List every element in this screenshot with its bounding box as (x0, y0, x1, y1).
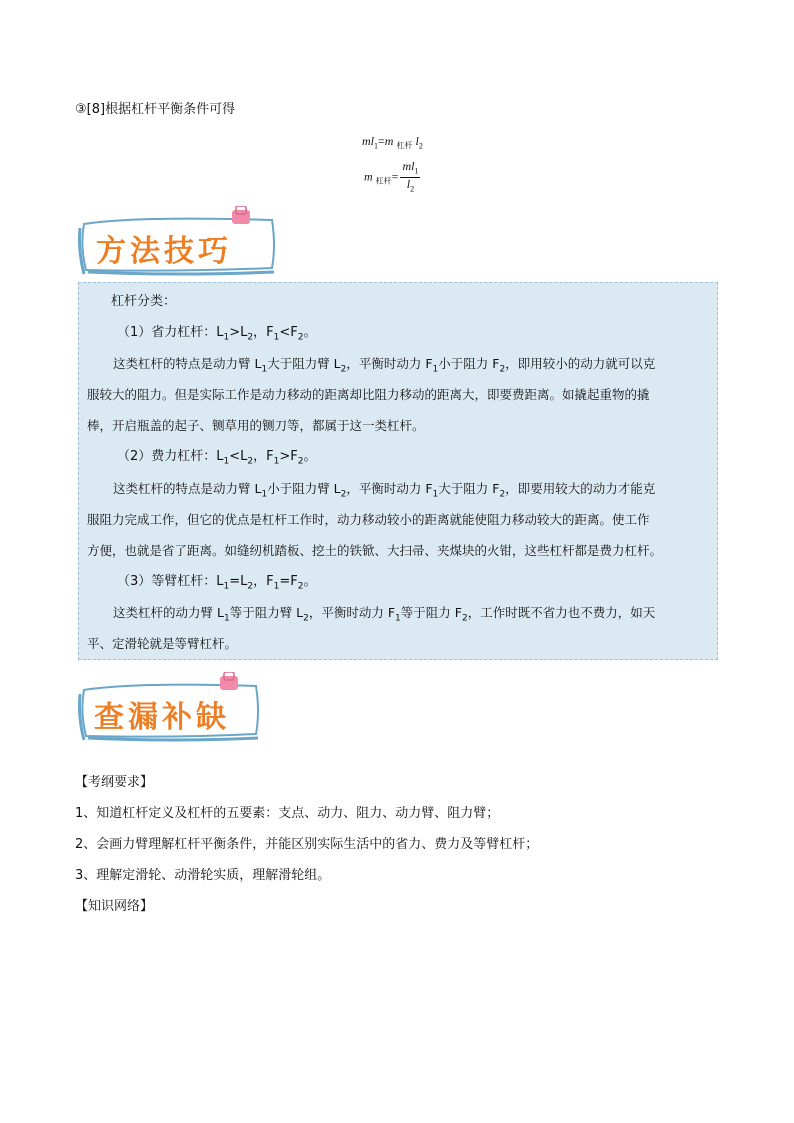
requirement-item: 2、会画力臂理解杠杆平衡条件，并能区别实际生活中的省力、费力及等臂杠杆； (75, 837, 539, 852)
subscript: 2 (297, 332, 304, 343)
formula-var: l (370, 134, 375, 148)
subscript: 1 (395, 613, 401, 624)
step-line: ③[8]根据杠杆平衡条件可得 (75, 102, 236, 117)
text-run: 。 (303, 574, 317, 589)
text-run: ，F (253, 449, 274, 464)
method-box (78, 282, 718, 660)
subscript: 2 (499, 364, 506, 375)
subscript: 2 (297, 456, 304, 467)
text-run: 大于阻力 F (438, 481, 500, 496)
subscript: 1 (432, 489, 439, 500)
text-run: <F (279, 325, 298, 340)
para1-line1 (113, 355, 655, 379)
formula-var: m (384, 134, 394, 148)
subscript: 2 (340, 364, 347, 375)
text-run: 。 (303, 449, 317, 464)
text-run: ，F (253, 325, 274, 340)
network-heading: 【知识网络】 (75, 899, 154, 914)
banner-method-title: 方法技巧 (96, 234, 232, 269)
text-run: ，工作时既不省力也不费力，如天 (467, 605, 656, 620)
text-run: 等于阻力臂 L (229, 605, 304, 620)
text-run: 小于阻力臂 L (267, 481, 341, 496)
formula-eq: = (391, 169, 399, 184)
formula-mass (364, 160, 420, 196)
formula-var: m (362, 134, 371, 148)
subscript: 1 (223, 613, 230, 624)
text-run: ，即要用较大的动力才能克 (505, 481, 656, 496)
subscript: 2 (340, 489, 347, 500)
method-heading: 杠杆分类： (111, 294, 177, 309)
text-run: （1）省力杠杆：L (117, 325, 224, 340)
item2-line (117, 448, 316, 471)
para2-line1 (113, 480, 655, 504)
formula-var: l (406, 177, 411, 192)
item1-line (117, 324, 316, 347)
text-run: 等于阻力 F (400, 605, 462, 620)
formula-var: l (415, 134, 419, 148)
text-run: 这类杠杆的特点是动力臂 L (113, 481, 262, 496)
formula-var: m (364, 169, 373, 184)
text-run: 这类杠杆的特点是动力臂 L (113, 356, 262, 371)
text-run: 小于阻力 F (438, 356, 500, 371)
subscript: 1 (261, 489, 268, 500)
formula-sub: 2 (418, 141, 423, 151)
subscript: 2 (303, 613, 309, 624)
text-run: ，平衡时动力 F (346, 481, 433, 496)
text-run: （3）等臂杠杆：L (117, 574, 224, 589)
para3-line2: 平、定滑轮就是等臂杠杆。 (87, 636, 238, 651)
subscript: 2 (247, 456, 254, 467)
text-run: =F (279, 574, 298, 589)
subscript: 1 (261, 364, 268, 375)
subscript: 1 (273, 456, 280, 467)
text-run: 这类杠杆的动力臂 L (113, 605, 224, 620)
text-run: （2）费力杠杆：L (117, 449, 224, 464)
text-run: >F (279, 449, 298, 464)
text-run: 大于阻力臂 L (267, 356, 341, 371)
banner-method (76, 206, 282, 276)
formula-eq: = (378, 134, 385, 148)
subscript: 2 (461, 613, 468, 624)
text-run: =L (229, 574, 248, 589)
banner-review-title: 查漏补缺 (94, 700, 230, 735)
text-run: ，即用较小的动力就可以克 (505, 356, 656, 371)
text-run: ，平衡时动力 F (308, 605, 396, 620)
formula-var: m (402, 159, 412, 173)
subscript: 2 (297, 581, 304, 592)
subscript: 2 (247, 581, 254, 592)
formula-sub: 2 (410, 184, 415, 194)
requirement-item: 1、知道杠杆定义及杠杆的五要素：支点、动力、阻力、动力臂、阻力臂； (75, 806, 500, 821)
formula-sub: 1 (414, 166, 419, 176)
item3-line (117, 573, 316, 596)
formula-sub: 1 (374, 141, 379, 151)
formula-balance (362, 134, 423, 151)
requirements-heading: 【考纲要求】 (75, 775, 154, 790)
formula-fraction (400, 160, 420, 196)
requirement-item: 3、理解定滑轮、动滑轮实质，理解滑轮组。 (75, 868, 331, 883)
para2-line3: 方便，也就是省了距离。如缝纫机踏板、挖土的铁锨、大扫帚、夹煤块的火钳，这些杠杆都是费力杠杆。 (87, 543, 663, 558)
formula-cn-sub: 杠杆 (375, 176, 392, 186)
text-run: ，F (253, 574, 274, 589)
subscript: 1 (223, 456, 230, 467)
para1-line3: 棒，开启瓶盖的起子、铡草用的铡刀等，都属于这一类杠杆。 (87, 418, 425, 433)
banner-review (76, 672, 266, 742)
subscript: 1 (223, 581, 230, 592)
para1-line2: 服较大的阻力。但是实际工作是动力移动的距离却比阻力移动的距离大，即要费距离。如撬起重物的撬 (87, 387, 650, 402)
subscript: 1 (432, 364, 439, 375)
text-run: ，平衡时动力 F (346, 356, 433, 371)
text-run: >L (229, 325, 248, 340)
para2-line2: 服阻力完成工作，但它的优点是杠杆工作时，动力移动较小的距离就能使阻力移动较大的距离。使工作 (87, 512, 650, 527)
subscript: 1 (273, 581, 280, 592)
para3-line1 (113, 604, 655, 628)
subscript: 2 (499, 489, 506, 500)
subscript: 2 (247, 332, 254, 343)
subscript: 1 (273, 332, 280, 343)
formula-cn-sub: 杠杆 (396, 141, 413, 150)
subscript: 1 (223, 332, 230, 343)
text-run: 。 (303, 325, 317, 340)
text-run: <L (229, 449, 248, 464)
formula-var: l (411, 159, 415, 173)
